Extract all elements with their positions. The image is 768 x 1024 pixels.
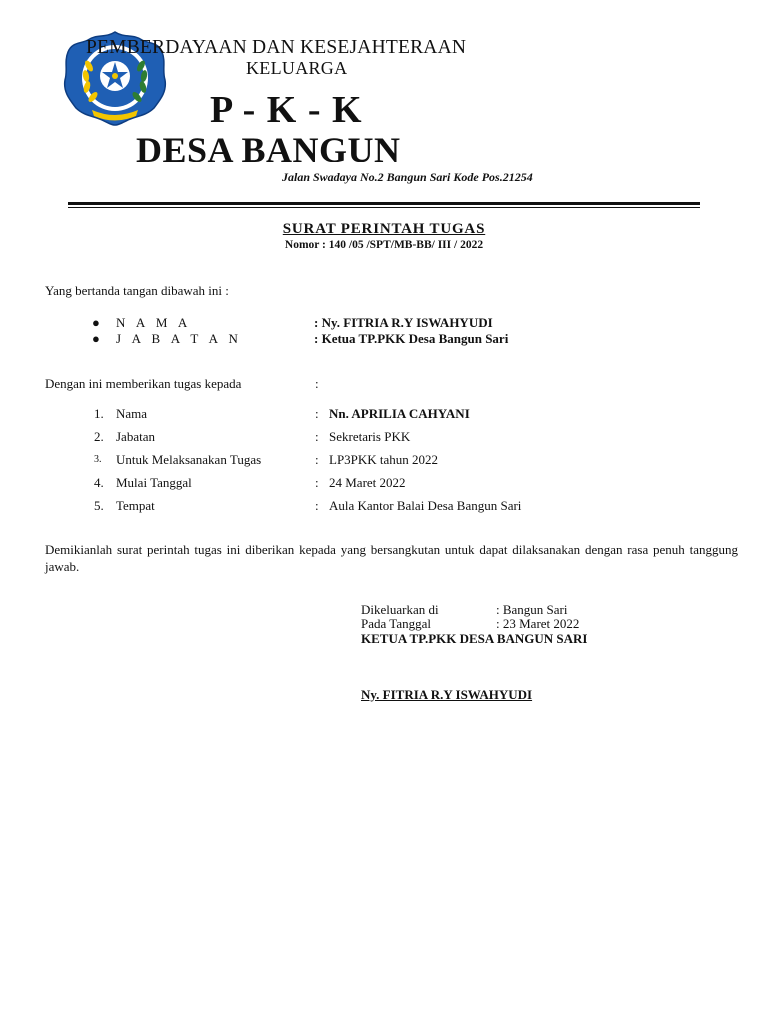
- bullet-icon: ●: [92, 315, 100, 330]
- assignee-place-value: Aula Kantor Balai Desa Bangun Sari: [329, 498, 522, 513]
- signer-signature-name: Ny. FITRIA R.Y ISWAHYUDI: [361, 687, 533, 702]
- issued-at-label: Dikeluarkan di: [361, 602, 439, 617]
- list-number: 5.: [94, 498, 104, 513]
- list-colon: :: [315, 498, 319, 513]
- signer-name-value: : Ny. FITRIA R.Y ISWAHYUDI: [314, 315, 493, 330]
- assignee-position-label: Jabatan: [116, 429, 155, 444]
- header-rule-thin: [68, 207, 700, 208]
- bullet-icon: ●: [92, 331, 100, 346]
- closing-paragraph: Demikianlah surat perintah tugas ini diberikan kepada yang bersangkutan untuk dapat dilaksanakan dengan rasa penuh tanggung jawab.: [45, 542, 738, 574]
- letter-title: SURAT PERINTAH TUGAS: [282, 221, 486, 237]
- org-name-line1: PEMBERDAYAAN DAN KESEJAHTERAAN: [86, 37, 467, 58]
- assign-intro-colon: :: [315, 376, 319, 391]
- desa-heading: DESA BANGUN: [136, 130, 401, 162]
- intro-text: Yang bertanda tangan dibawah ini :: [45, 283, 229, 298]
- issued-date-value: : 23 Maret 2022: [496, 616, 580, 631]
- issued-at-value: : Bangun Sari: [496, 602, 568, 617]
- desa-heading-clip: [0, 130, 768, 162]
- signer-position-label: J A B A T A N: [116, 331, 242, 346]
- list-number: 2.: [94, 429, 104, 444]
- signer-title: KETUA TP.PKK DESA BANGUN SARI: [361, 631, 588, 646]
- list-number: 3.: [94, 454, 102, 465]
- pkk-heading: P - K - K: [210, 89, 363, 131]
- assignee-date-label: Mulai Tanggal: [116, 475, 192, 490]
- list-number: 4.: [94, 475, 104, 490]
- list-colon: :: [315, 406, 319, 421]
- assignee-name-label: Nama: [116, 406, 148, 421]
- list-number: 1.: [94, 406, 104, 421]
- assignee-name-value: Nn. APRILIA CAHYANI: [329, 406, 470, 421]
- assignee-date-value: 24 Maret 2022: [329, 475, 406, 490]
- assignee-position-value: Sekretaris PKK: [329, 429, 411, 444]
- signer-position-value: : Ketua TP.PKK Desa Bangun Sari: [314, 331, 509, 346]
- signer-name-label: N A M A: [116, 315, 192, 330]
- org-name-line2: KELUARGA: [246, 58, 348, 78]
- letter-number: Nomor : 140 /05 /SPT/MB-BB/ III / 2022: [284, 239, 484, 251]
- assignee-place-label: Tempat: [116, 498, 155, 513]
- assign-intro-text: Dengan ini memberikan tugas kepada: [45, 376, 242, 391]
- assignee-task-label: Untuk Melaksanakan Tugas: [116, 452, 262, 467]
- issued-date-label: Pada Tanggal: [361, 616, 431, 631]
- assignee-task-value: LP3PKK tahun 2022: [329, 452, 439, 467]
- list-colon: :: [315, 429, 319, 444]
- list-colon: :: [315, 452, 319, 467]
- address-line: Jalan Swadaya No.2 Bangun Sari Kode Pos.21254: [282, 170, 533, 184]
- list-colon: :: [315, 475, 319, 490]
- header-rule-thick: [68, 202, 700, 205]
